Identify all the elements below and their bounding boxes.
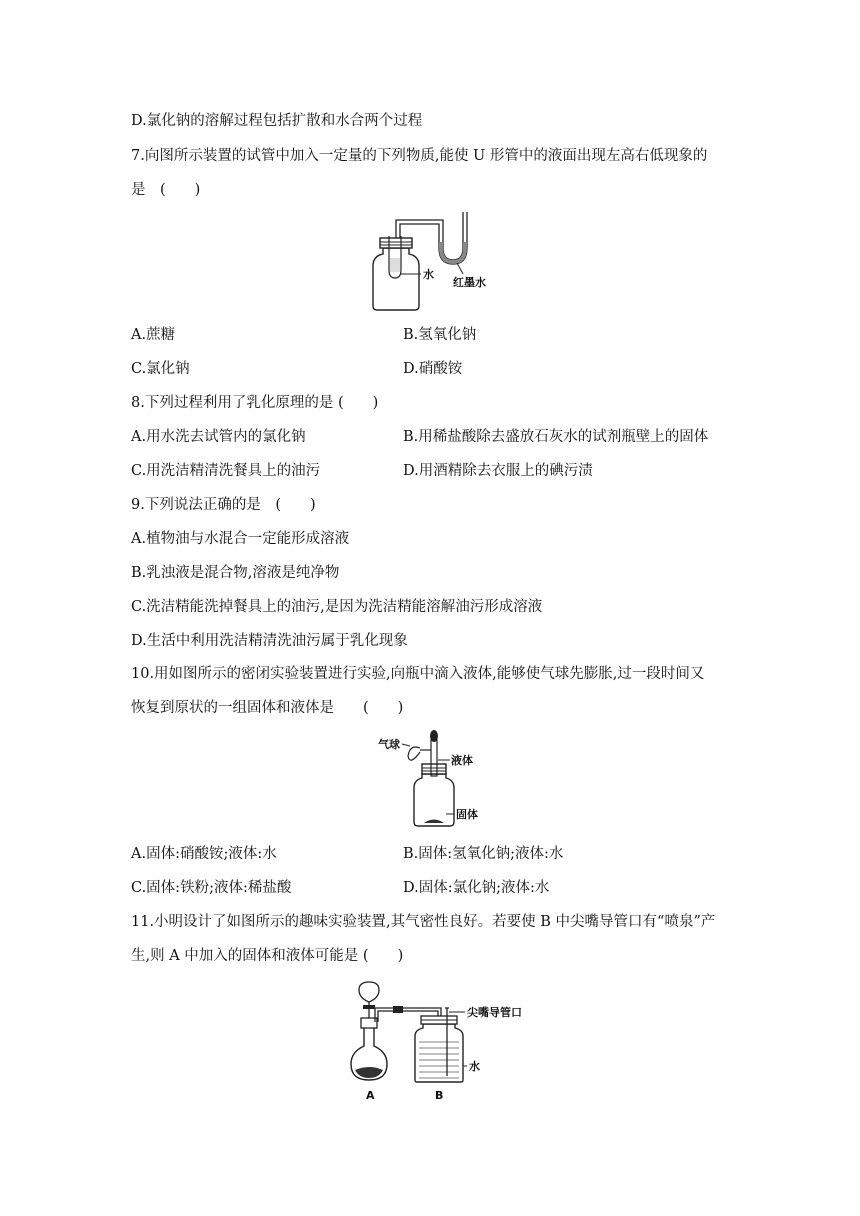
q11-label-a: A xyxy=(366,1089,375,1102)
q9-option-c: C.洗洁精能洗掉餐具上的油污,是因为洗洁精能溶解油污形成溶液 xyxy=(131,599,543,615)
q7-option-a: A.蔗糖 xyxy=(131,327,176,343)
q10-option-b: B.固体:氢氧化钠;液体:水 xyxy=(403,846,564,862)
q8-option-b: B.用稀盐酸除去盛放石灰水的试剂瓶壁上的固体 xyxy=(403,429,709,445)
q10-option-c: C.固体:铁粉;液体:稀盐酸 xyxy=(131,880,292,896)
q8-option-a: A.用水洗去试管内的氯化钠 xyxy=(131,429,306,445)
q9-option-b: B.乳浊液是混合物,溶液是纯净物 xyxy=(131,565,340,581)
q11-label-nozzle: 尖嘴导管口 xyxy=(467,1006,522,1019)
q9-option-a: A.植物油与水混合一定能形成溶液 xyxy=(131,531,350,547)
q7-option-b: B.氢氧化钠 xyxy=(403,327,477,343)
q9-option-d: D.生活中利用洗洁精清洗油污属于乳化现象 xyxy=(131,633,408,649)
q10-option-d: D.固体:氯化钠;液体:水 xyxy=(403,880,550,896)
q7-stem-line1: 7.向图所示装置的试管中加入一定量的下列物质,能使 U 形管中的液面出现左高右低现象的 xyxy=(131,148,708,164)
q9-stem: 9.下列说法正确的是 ( ) xyxy=(131,497,316,513)
q10-stem-line2: 恢复到原状的一组固体和液体是 ( ) xyxy=(131,700,404,716)
q11-label-water: 水 xyxy=(469,1060,480,1073)
q7-figure-u-tube-apparatus xyxy=(365,208,505,314)
q8-option-c: C.用洗洁精清洗餐具上的油污 xyxy=(131,463,321,479)
q10-figure-balloon-apparatus xyxy=(376,726,486,830)
q11-figure-fountain-apparatus xyxy=(345,978,525,1104)
q10-label-solid: 固体 xyxy=(456,808,478,821)
q7-option-c: C.氯化钠 xyxy=(131,361,190,377)
q10-option-a: A.固体:硝酸铵;液体:水 xyxy=(131,846,277,862)
q8-option-d: D.用酒精除去衣服上的碘污渍 xyxy=(403,463,593,479)
q10-label-balloon: 气球 xyxy=(378,738,400,751)
q11-label-b: B xyxy=(435,1089,444,1102)
q7-stem-line2: 是 ( ) xyxy=(131,182,201,198)
q10-label-liquid: 液体 xyxy=(451,754,473,767)
q8-stem: 8.下列过程利用了乳化原理的是 ( ) xyxy=(131,395,379,411)
q11-stem-line2: 生,则 A 中加入的固体和液体可能是 ( ) xyxy=(131,948,404,964)
q10-stem-line1: 10.用如图所示的密闭实验装置进行实验,向瓶中滴入液体,能够使气球先膨胀,过一段时间又 xyxy=(131,666,705,682)
q7-option-d: D.硝酸铵 xyxy=(403,361,463,377)
q11-stem-line1: 11.小明设计了如图所示的趣味实验装置,其气密性良好。若要使 B 中尖嘴导管口有“喷泉”产 xyxy=(131,914,716,930)
q7-label-red-ink: 红墨水 xyxy=(453,276,486,289)
q6-option-d: D.氯化钠的溶解过程包括扩散和水合两个过程 xyxy=(131,113,423,129)
q7-label-water: 水 xyxy=(423,268,434,281)
